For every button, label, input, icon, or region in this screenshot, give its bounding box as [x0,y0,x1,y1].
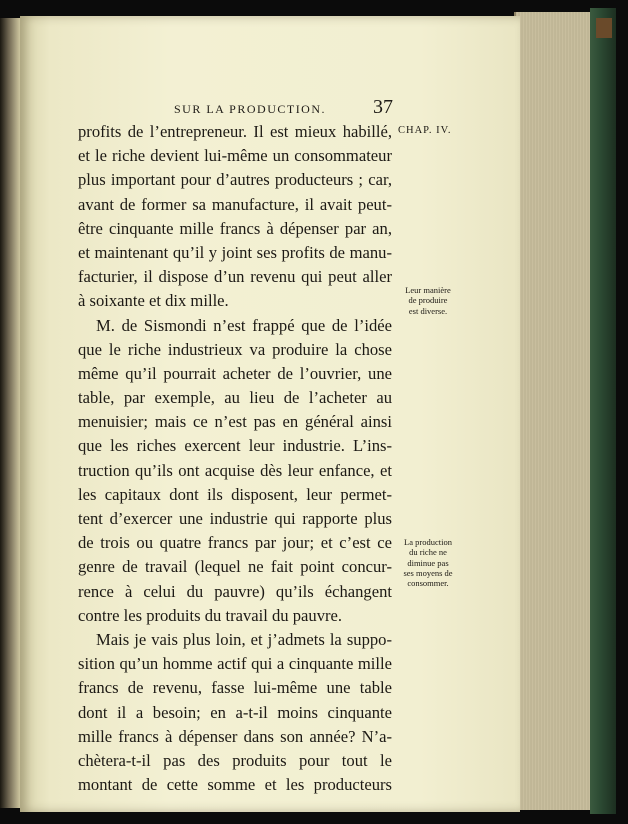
text-line: truction qu’ils ont acquise dès leur enfance, et [78,460,392,480]
text-line: plus important pour d’autres producteurs ; car, [78,170,392,190]
marginal-note-line: consommer. [407,578,449,589]
book-cover [590,8,616,814]
text-line: et maintenant qu’il y joint ses profits de manu- [78,242,392,262]
page-number: 37 [373,96,393,118]
text-line: M. de Sismondi n’est frappé que de l’idée [96,315,392,335]
running-title: SUR LA PRODUCTION. [174,102,327,116]
marginal-note-line: est diverse. [408,305,448,316]
text-line: être cinquante mille francs à dépenser par an, [78,218,392,238]
text-line: et le riche devient lui-même un consommateur [78,146,392,166]
text-line: les capitaux dont ils disposent, leur permet- [78,484,392,504]
cover-corner [596,18,612,38]
text-line: rence à celui du pauvre) qu’ils échangent [78,581,392,601]
text-line: tent d’exercer une industrie qui rapporte plus [78,509,392,528]
marginal-note-line: du riche ne [409,547,447,558]
text-line: genre de travail (lequel ne fait point concur- [78,557,392,577]
text-line: à soixante et dix mille. [78,291,229,311]
text-line: dont il a besoin; en a-t-il moins cinquante [78,702,392,722]
text-line: chètera-t-il pas des produits pour tout le [78,750,392,770]
text-line: table, par exemple, au lieu de l’acheter au [78,388,392,408]
marginal-note-manner [396,285,460,316]
text-line: menuisier; mais ce n’est pas en général ainsi [78,412,392,432]
marginal-note-line: La production [404,537,452,547]
marginal-note-line: de produire [408,295,448,306]
text-line: de trois ou quatre francs par jour; et c’est ce [78,533,392,553]
body-text [78,120,392,797]
text-line: que les riches exercent leur industrie. L’ins- [78,436,392,456]
text-line: que le riche industrieux va produire la chose [78,339,392,359]
page-header [0,98,520,122]
marginal-note-line: diminue pas [407,557,449,568]
text-line: mille francs à dépenser dans son année? N’a- [78,726,392,746]
chapter-marginal: CHAP. IV. [398,125,452,136]
text-line: avant de former sa manufacture, il avait peut- [78,194,392,214]
text-line: montant de cette somme et les producteurs [78,775,392,795]
marginal-note-line: ses moyens de [403,567,453,578]
marginal-note-line: Leur manière [405,285,451,295]
marginal-note-production [396,537,460,588]
text-line: contre les produits du travail du pauvre. [78,605,343,625]
text-line: Mais je vais plus loin, et j’admets la suppo- [96,629,392,649]
text-line: sition qu’un homme actif qui a cinquante mille [78,654,392,674]
text-line: facturier, il dispose d’un revenu qui peut aller [78,267,392,287]
text-line: profits de l’entrepreneur. Il est mieux habillé, [78,122,392,141]
text-line: même qu’il pourrait acheter de l’ouvrier, une [78,363,392,383]
text-line: francs de revenu, fasse lui-même une table [78,678,392,698]
